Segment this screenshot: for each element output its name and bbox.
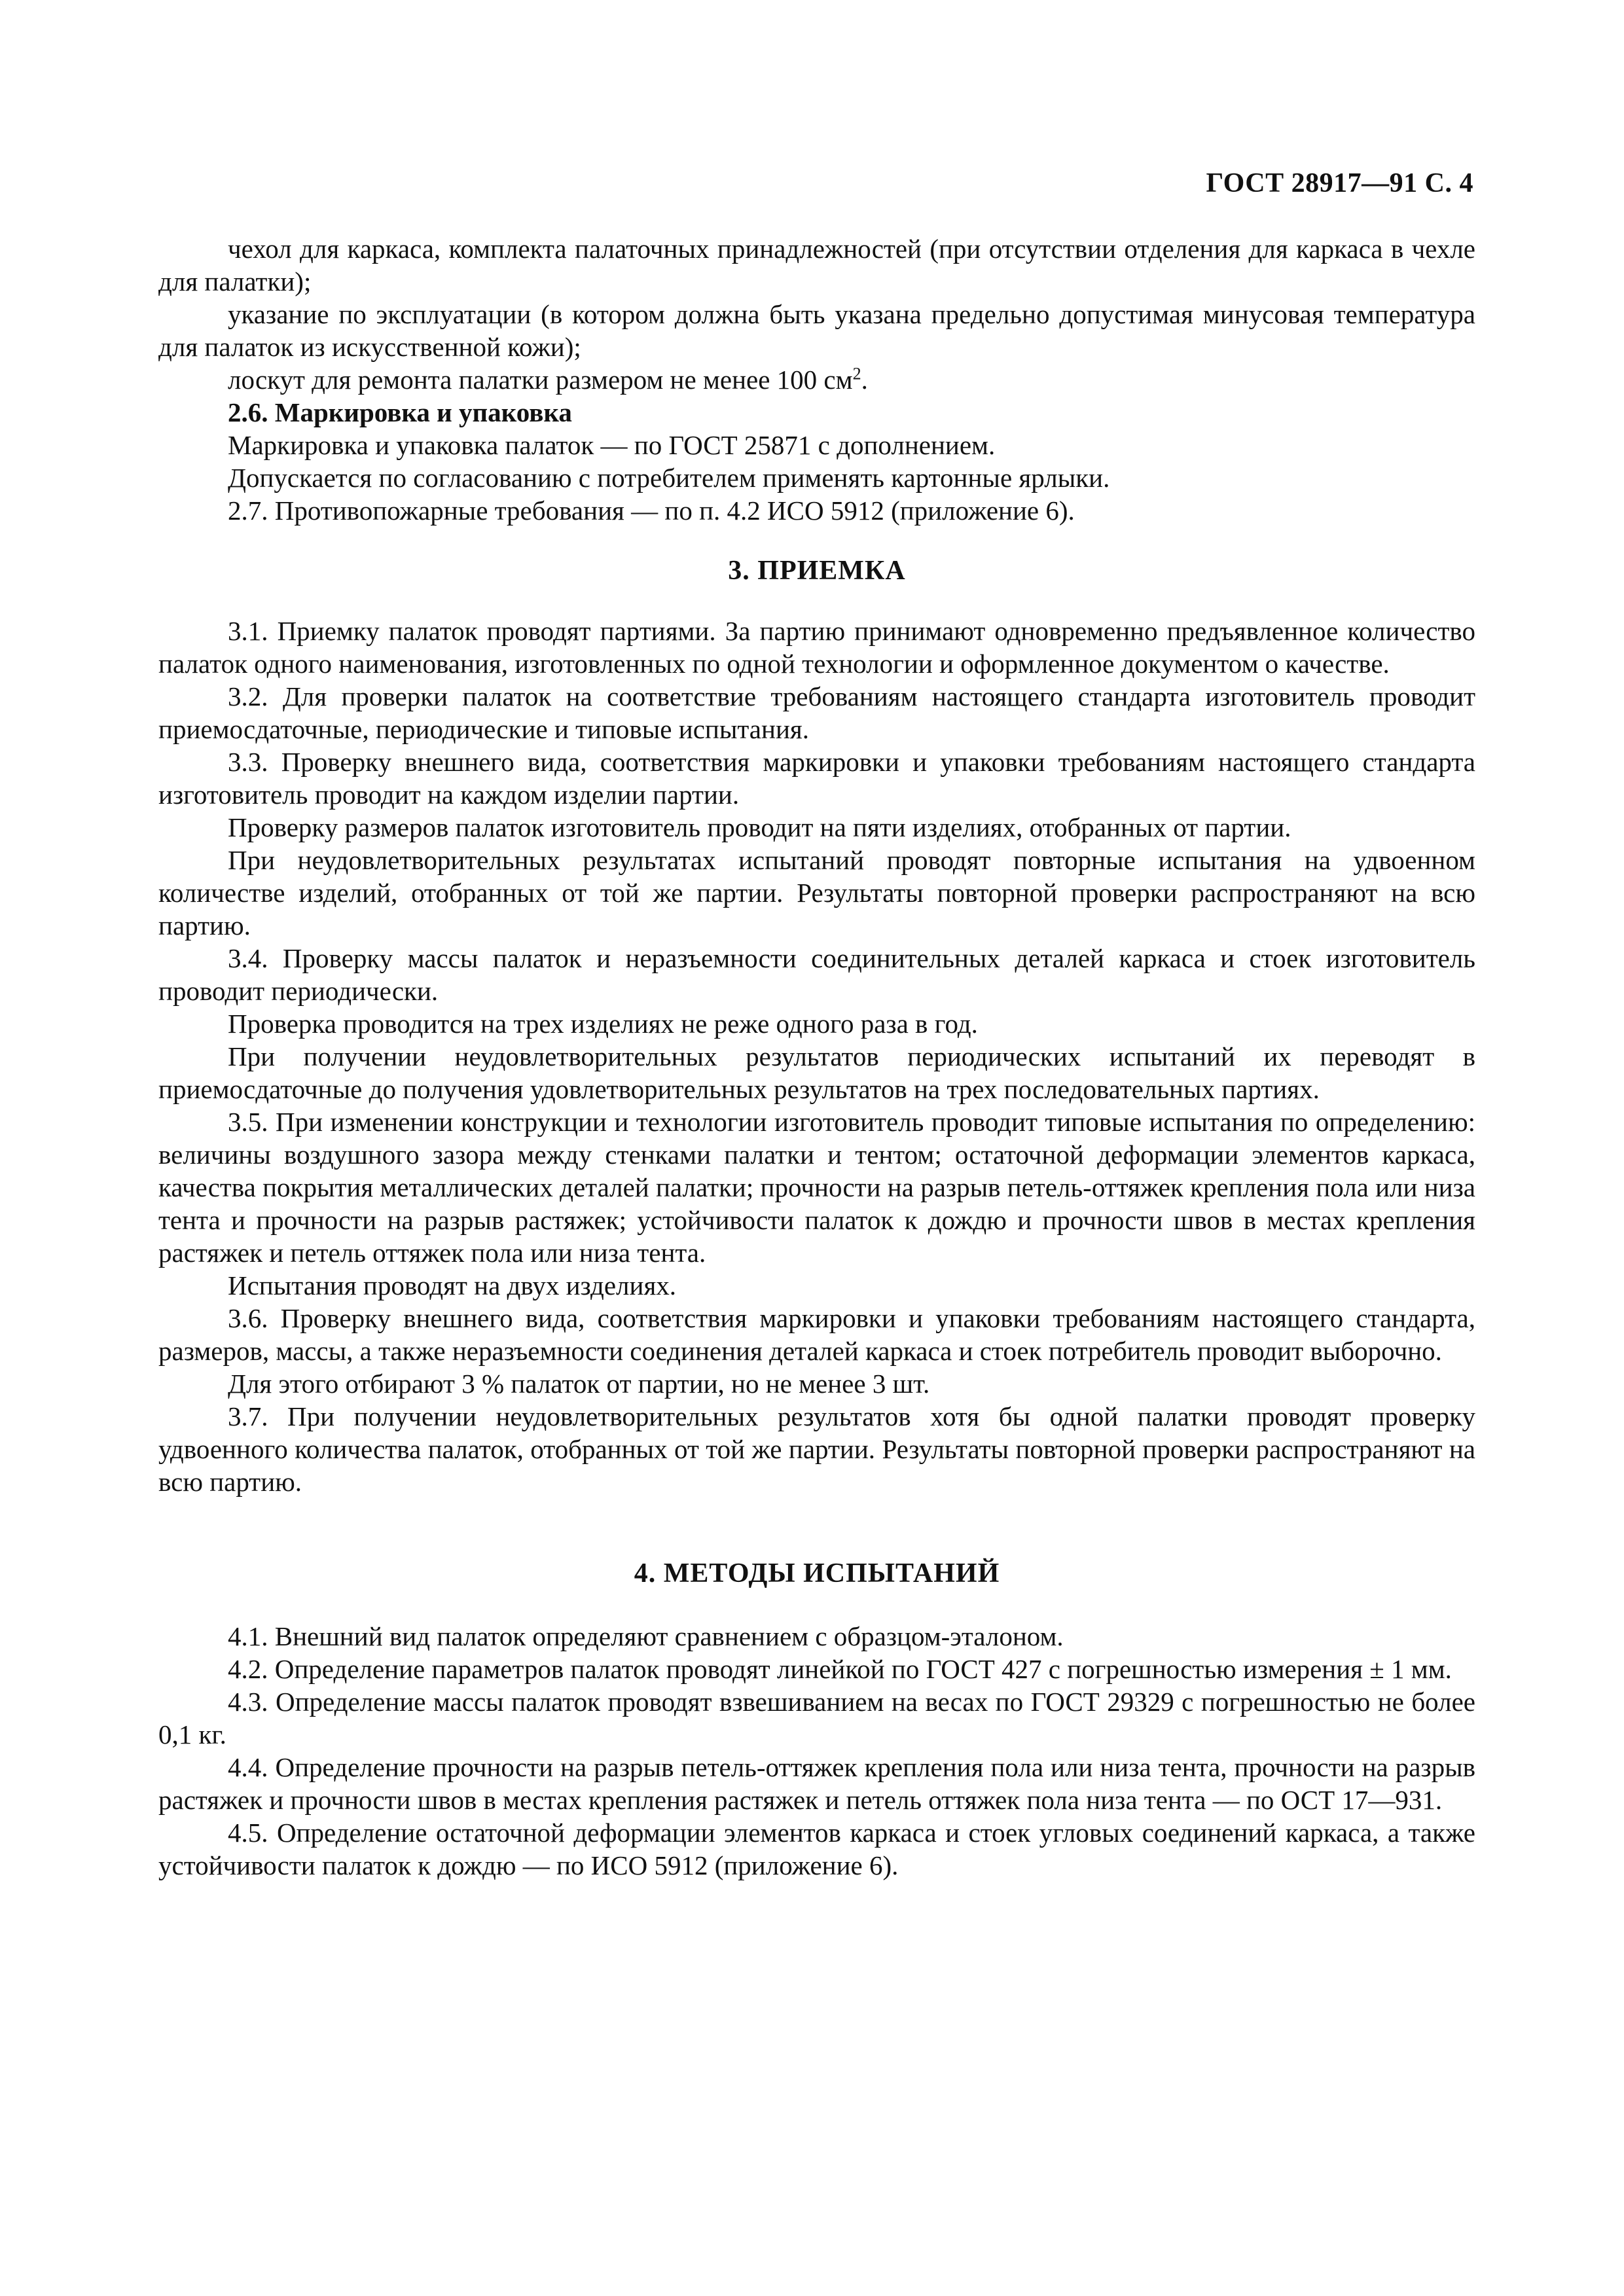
paragraph: 4.3. Определение массы палаток проводят взвешиванием на весах по ГОСТ 29329 с погрешностью не более 0,1 кг. [158, 1687, 1475, 1749]
paragraph: 4.2. Определение параметров палаток проводят линейкой по ГОСТ 427 с погрешностью измерения ± 1 мм. [228, 1654, 1452, 1684]
paragraph: 4.5. Определение остаточной деформации элементов каркаса и стоек угловых соединений каркаса, а также устойчивости палаток к дождю — по ИСО 5912 (приложение 6). [158, 1818, 1475, 1880]
paragraph: 3.2. Для проверки палаток на соответствие требованиям настоящего стандарта изготовитель проводит приемосдаточные, периодические и типовые испытания. [158, 681, 1475, 744]
paragraph: 3.7. При получении неудовлетворительных результатов хотя бы одной палатки проводят проверку удвоенного количества палаток, отобранных от той же партии. Результаты повторной проверки распространяют на всю партию. [158, 1401, 1475, 1497]
document-body [158, 232, 1475, 1882]
paragraph: Проверку размеров палаток изготовитель проводит на пяти изделиях, отобранных от партии. [228, 812, 1291, 842]
paragraph: 3.1. Приемку палаток проводят партиями. За партию принимают одновременно предъявленное количество палаток одного наименования, изготовленных по одной технологии и оформленное документом о качестве. [158, 616, 1475, 679]
paragraph-text: лоскут для ремонта палатки размером не менее 100 см [228, 365, 853, 395]
paragraph: 3.5. При изменении конструкции и технологии изготовитель проводит типовые испытания по определению: величины воздушного зазора между стенками палатки и тентом; остаточной деформации элементов каркаса, качества покрытия металлических деталей палатки; прочности на разрыв петель-оттяжек крепления пола или низа тента и прочности на разрыв растяжек; устойчивости палаток к дождю и прочности швов в местах крепления растяжек и петель оттяжек пола или низа тента. [158, 1107, 1475, 1268]
paragraph: 3.3. Проверку внешнего вида, соответствия маркировки и упаковки требованиям настоящего стандарта изготовитель проводит на каждом изделии партии. [158, 747, 1475, 810]
paragraph: Маркировка и упаковка палаток — по ГОСТ 25871 с дополнением. [228, 430, 996, 460]
paragraph: 3.6. Проверку внешнего вида, соответствия маркировки и упаковки требованиям настоящего стандарта, размеров, массы, а также неразъемности соединения деталей каркаса и стоек потребитель проводит выборочно. [158, 1303, 1475, 1366]
paragraph: 3.4. Проверку массы палаток и неразъемности соединительных деталей каркаса и стоек изготовитель проводит периодически. [158, 943, 1475, 1006]
section-title: 4. МЕТОДЫ ИСПЫТАНИЙ [634, 1558, 1000, 1588]
paragraph: Допускается по согласованию с потребителем применять картонные ярлыки. [228, 463, 1110, 493]
paragraph: Испытания проводят на двух изделиях. [228, 1270, 677, 1300]
paragraph [158, 363, 1475, 396]
superscript: 2 [852, 364, 861, 384]
paragraph: указание по эксплуатации (в котором должна быть указана предельно допустимая минусовая температура для палаток из искусственной кожи); [158, 299, 1475, 362]
paragraph: При неудовлетворительных результатах испытаний проводят повторные испытания на удвоенном количестве изделий, отобранных от той же партии. Результаты повторной проверки распространяют на всю партию. [158, 845, 1475, 941]
paragraph: 4.4. Определение прочности на разрыв петель-оттяжек крепления пола или низа тента, прочности на разрыв растяжек и прочности швов в местах крепления растяжек и петель оттяжек пола низа тента — по ОСТ 17—931. [158, 1752, 1475, 1815]
paragraph-end: . [861, 365, 868, 395]
running-header: ГОСТ 28917—91 С. 4 [1206, 168, 1473, 198]
subsection-heading: 2.6. Маркировка и упаковка [228, 397, 572, 427]
paragraph: При получении неудовлетворительных результатов периодических испытаний их переводят в приемосдаточные до получения удовлетворительных результатов на трех последовательных партиях. [158, 1041, 1475, 1104]
paragraph: 2.7. Противопожарные требования — по п. 4.2 ИСО 5912 (приложение 6). [228, 495, 1075, 526]
paragraph: Проверка проводится на трех изделиях не реже одного раза в год. [228, 1009, 978, 1039]
paragraph: Для этого отбирают 3 % палаток от партии, но не менее 3 шт. [228, 1369, 930, 1399]
paragraph: чехол для каркаса, комплекта палаточных принадлежностей (при отсутствии отделения для каркаса в чехле для палатки); [158, 234, 1475, 296]
section-title: 3. ПРИЕМКА [728, 556, 906, 586]
paragraph: 4.1. Внешний вид палаток определяют сравнением с образцом-эталоном. [228, 1621, 1064, 1651]
